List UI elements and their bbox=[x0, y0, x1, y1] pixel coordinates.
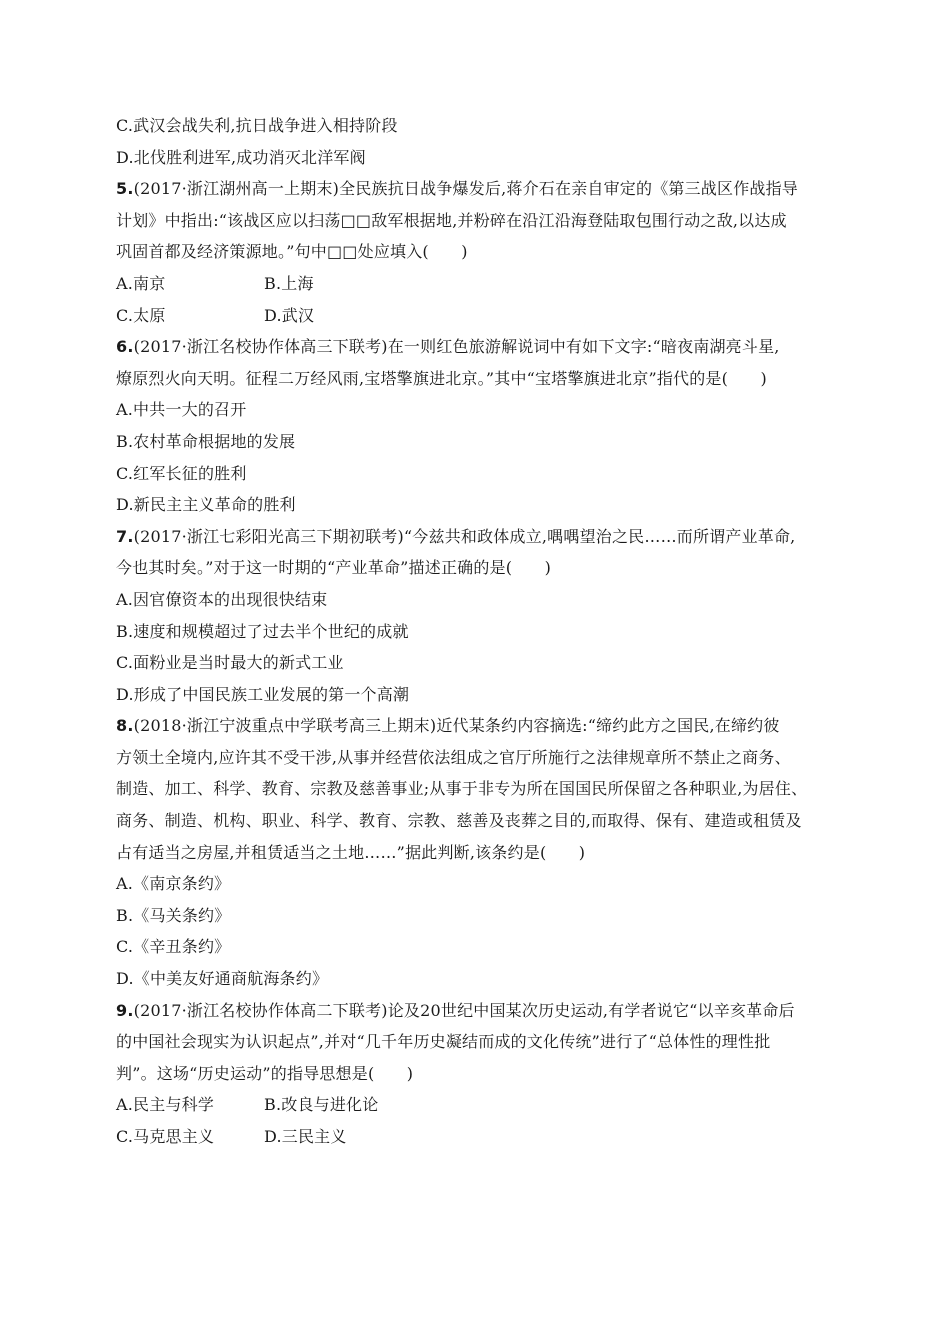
answer-option: C.太原 bbox=[116, 305, 166, 325]
question-stem bbox=[116, 331, 838, 363]
document-page bbox=[116, 110, 838, 1153]
answer-option: A.南京 bbox=[116, 273, 166, 293]
question-text: (2017·浙江名校协作体高三下联考)在一则红色旅游解说词中有如下文字:“暗夜南湖亮斗星, bbox=[133, 337, 780, 357]
text-line: 占有适当之房屋,并租赁适当之土地……”据此判断,该条约是( ) bbox=[116, 842, 586, 862]
text-line: D.《中美友好通商航海条约》 bbox=[116, 969, 329, 989]
text-line: C.《辛丑条约》 bbox=[116, 937, 231, 957]
answer-option: D.三民主义 bbox=[264, 1127, 347, 1146]
text-line: B.速度和规模超过了过去半个世纪的成就 bbox=[116, 621, 409, 641]
option-row bbox=[116, 1089, 838, 1121]
text-line: 燎原烈火向天明。征程二万经风雨,宝塔擎旗进北京。”其中“宝塔擎旗进北京”指代的是( ) bbox=[116, 368, 767, 388]
question-text: (2017·浙江名校协作体高二下联考)论及20世纪中国某次历史运动,有学者说它“以辛亥革命后 bbox=[133, 1000, 795, 1020]
text-line: 今也其时矣。”对于这一时期的“产业革命”描述正确的是( ) bbox=[116, 558, 552, 578]
text-line: 方领土全境内,应许其不受干涉,从事并经营依法组成之官厅所施行之法律规章所不禁止之商务、 bbox=[116, 747, 791, 767]
text-line: B.农村革命根据地的发展 bbox=[116, 431, 296, 451]
text-line: 的中国社会现实为认识起点”,并对“几千年历史凝结而成的文化传统”进行了“总体性的理性批 bbox=[116, 1032, 771, 1052]
text-line: C.武汉会战失利,抗日战争进入相持阶段 bbox=[116, 116, 398, 135]
text-line: D.北伐胜利进军,成功消灭北洋军阀 bbox=[116, 147, 366, 167]
text-line: C.面粉业是当时最大的新式工业 bbox=[116, 653, 344, 673]
option-row bbox=[116, 1121, 838, 1153]
option-row bbox=[116, 268, 838, 300]
text-line: 计划》中指出:“该战区应以扫荡□□敌军根据地,并粉碎在沿江沿海登陆取包围行动之敌,以达成 bbox=[116, 210, 787, 230]
question-text: (2017·浙江湖州高一上期末)全民族抗日战争爆发后,蒋介石在亲自审定的《第三战区作战指导 bbox=[133, 179, 799, 199]
text-line: 巩固首都及经济策源地。”句中□□处应填入( ) bbox=[116, 242, 468, 262]
question-number: 5. bbox=[116, 179, 134, 199]
text-line: D.新民主主义革命的胜利 bbox=[116, 495, 296, 515]
question-stem bbox=[116, 995, 838, 1027]
answer-option: B.改良与进化论 bbox=[264, 1095, 379, 1115]
option-row bbox=[116, 300, 838, 332]
text-line: A.因官僚资本的出现很快结束 bbox=[116, 589, 328, 609]
question-number: 7. bbox=[116, 526, 134, 546]
question-stem bbox=[116, 521, 838, 553]
answer-option: D.武汉 bbox=[264, 305, 315, 325]
question-number: 6. bbox=[116, 337, 134, 357]
text-line: C.红军长征的胜利 bbox=[116, 463, 247, 483]
text-line: A.中共一大的召开 bbox=[116, 400, 247, 420]
text-line: D.形成了中国民族工业发展的第一个高潮 bbox=[116, 684, 410, 704]
text-line: 商务、制造、机构、职业、科学、教育、宗教、慈善及丧葬之目的,而取得、保有、建造或租赁及 bbox=[116, 811, 802, 831]
text-line: A.《南京条约》 bbox=[116, 874, 231, 894]
answer-option: B.上海 bbox=[264, 273, 314, 293]
text-line: B.《马关条约》 bbox=[116, 905, 231, 925]
question-stem bbox=[116, 710, 838, 742]
question-number: 9. bbox=[116, 1000, 134, 1020]
text-line: 判”。这场“历史运动”的指导思想是( ) bbox=[116, 1063, 414, 1083]
question-stem bbox=[116, 173, 838, 205]
answer-option: C.马克思主义 bbox=[116, 1127, 215, 1146]
question-text: (2017·浙江七彩阳光高三下期初联考)“今兹共和政体成立,喁喁望治之民……而所谓产业革命, bbox=[133, 526, 796, 546]
question-number: 8. bbox=[116, 716, 134, 736]
text-line: 制造、加工、科学、教育、宗教及慈善事业;从事于非专为所在国国民所保留之各种职业,为居住、 bbox=[116, 779, 808, 799]
question-text: (2018·浙江宁波重点中学联考高三上期末)近代某条约内容摘选:“缔约此方之国民,在缔约彼 bbox=[133, 716, 780, 736]
answer-option: A.民主与科学 bbox=[116, 1095, 215, 1115]
